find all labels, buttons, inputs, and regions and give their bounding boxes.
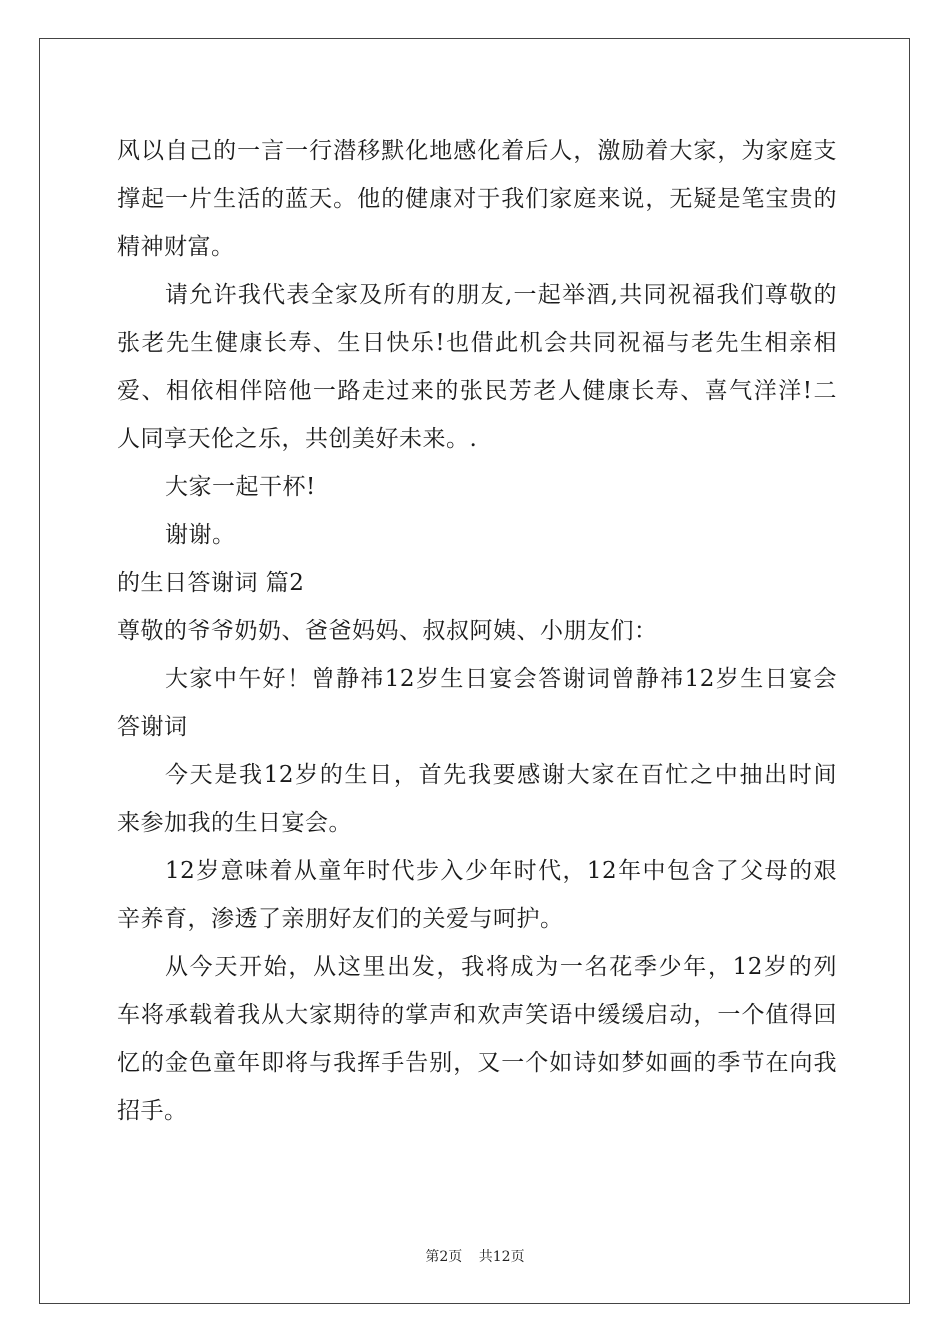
text-line: 请允许我代表全家及所有的朋友,一起举酒,共同祝福我们尊敬的 <box>165 282 837 308</box>
text-line: 从今天开始，从这里出发，我将成为一名花季少年，12岁的列 <box>165 954 837 980</box>
text-line: 今天是我12岁的生日，首先我要感谢大家在百忙之中抽出时间 <box>165 762 837 788</box>
text-line: 车将承载着我从大家期待的掌声和欢声笑语中缓缓启动，一个值得回 <box>117 1002 837 1028</box>
text-line: 谢谢。 <box>165 522 236 548</box>
text-line: 招手。 <box>117 1098 188 1124</box>
text-line: 辛养育，渗透了亲朋好友们的关爱与呵护。 <box>117 906 564 932</box>
text-line: 风以自己的一言一行潜移默化地感化着后人，激励着大家，为家庭支 <box>117 138 837 164</box>
page-total: 共12页 <box>478 1249 525 1265</box>
text-line: 大家一起干杯! <box>165 474 316 500</box>
page-footer <box>0 1246 950 1266</box>
text-line: 大家中午好！曾静祎12岁生日宴会答谢词曾静祎12岁生日宴会 <box>165 666 837 692</box>
page-current: 第2页 <box>425 1249 463 1265</box>
text-line: 撑起一片生活的蓝天。他的健康对于我们家庭来说，无疑是笔宝贵的 <box>117 186 837 212</box>
text-line: 精神财富。 <box>117 234 235 260</box>
document-body <box>117 127 837 1135</box>
text-line: 爱、相依相伴陪他一路走过来的张民芳老人健康长寿、喜气洋洋!二 <box>117 378 837 404</box>
text-line: 答谢词 <box>117 714 188 740</box>
text-line: 12岁意味着从童年时代步入少年时代，12年中包含了父母的艰 <box>165 858 837 884</box>
section-heading: 的生日答谢词 篇2 <box>117 570 305 596</box>
text-line: 张老先生健康长寿、生日快乐!也借此机会共同祝福与老先生相亲相 <box>117 330 837 356</box>
salutation: 尊敬的爷爷奶奶、爸爸妈妈、叔叔阿姨、小朋友们： <box>117 618 658 644</box>
text-line: 人同享天伦之乐，共创美好未来。. <box>117 426 478 452</box>
text-line: 来参加我的生日宴会。 <box>117 810 352 836</box>
text-line: 忆的金色童年即将与我挥手告别，又一个如诗如梦如画的季节在向我 <box>117 1050 837 1076</box>
